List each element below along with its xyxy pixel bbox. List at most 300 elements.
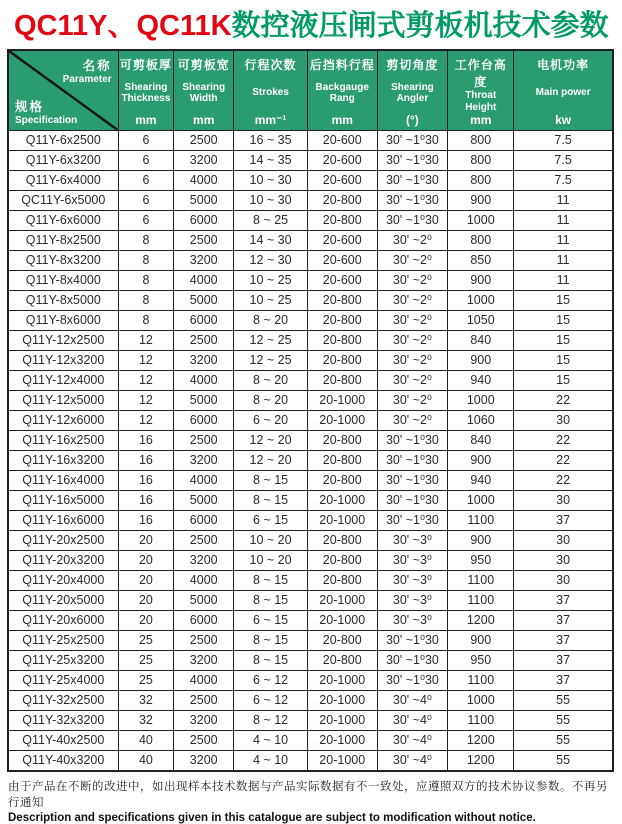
cell-thickness: 8 [118,291,174,311]
cell-angle: 30' ~1⁰30 [377,131,448,151]
cell-strokes: 10 ~ 30 [234,191,308,211]
cell-width: 5000 [174,491,234,511]
header-en-label: Backgauge Rang [315,81,369,104]
header-shearing-thickness [118,50,174,131]
cell-backgauge: 20-600 [307,131,377,151]
header-en-label: Strokes [252,87,289,99]
table-row [8,451,613,471]
cell-angle: 30' ~2⁰ [377,251,448,271]
cell-width: 4000 [174,671,234,691]
cell-model: Q11Y-12x5000 [8,391,118,411]
cell-backgauge: 20-800 [307,631,377,651]
cell-model: Q11Y-25x2500 [8,631,118,651]
cell-model: Q11Y-32x3200 [8,711,118,731]
header-unit-label: mm [135,113,157,127]
cell-strokes: 8 ~ 20 [234,371,308,391]
cell-height: 940 [448,371,514,391]
cell-height: 800 [448,131,514,151]
cell-model: Q11Y-25x3200 [8,651,118,671]
cell-height: 1000 [448,691,514,711]
cell-strokes: 8 ~ 15 [234,591,308,611]
cell-strokes: 8 ~ 25 [234,211,308,231]
footer-note [8,778,614,824]
cell-model: QC11Y-6x5000 [8,191,118,211]
cell-angle: 30' ~2⁰ [377,391,448,411]
catalogue-page [0,3,622,824]
cell-width: 4000 [174,471,234,491]
cell-height: 1200 [448,731,514,751]
cell-height: 1200 [448,611,514,631]
cell-backgauge: 20-800 [307,471,377,491]
cell-power: 55 [514,731,613,751]
cell-angle: 30' ~2⁰ [377,231,448,251]
header-shearing-width [174,50,234,131]
cell-power: 22 [514,471,613,491]
header-unit-label: mm⁻¹ [254,113,287,127]
cell-height: 940 [448,471,514,491]
cell-model: Q11Y-12x3200 [8,351,118,371]
cell-width: 4000 [174,571,234,591]
cell-angle: 30' ~4⁰ [377,751,448,772]
table-row [8,231,613,251]
cell-height: 800 [448,231,514,251]
cell-thickness: 32 [118,711,174,731]
cell-backgauge: 20-800 [307,371,377,391]
cell-model: Q11Y-16x4000 [8,471,118,491]
cell-thickness: 8 [118,271,174,291]
header-unit-label: mm [193,113,215,127]
cell-width: 3200 [174,251,234,271]
cell-power: 30 [514,571,613,591]
cell-angle: 30' ~1⁰30 [377,171,448,191]
cell-model: Q11Y-16x3200 [8,451,118,471]
cell-strokes: 10 ~ 20 [234,531,308,551]
cell-width: 2500 [174,331,234,351]
cell-height: 840 [448,431,514,451]
cell-model: Q11Y-12x6000 [8,411,118,431]
header-en-label: Shearing Angler [391,81,434,104]
cell-thickness: 40 [118,731,174,751]
cell-strokes: 8 ~ 15 [234,571,308,591]
cell-backgauge: 20-800 [307,571,377,591]
header-backgauge-range [307,50,377,131]
cell-angle: 30' ~1⁰30 [377,511,448,531]
cell-thickness: 6 [118,191,174,211]
table-row [8,491,613,511]
cell-width: 4000 [174,371,234,391]
header-en-label: Main power [535,87,591,99]
cell-angle: 30' ~2⁰ [377,411,448,431]
cell-angle: 30' ~4⁰ [377,691,448,711]
cell-power: 37 [514,611,613,631]
corner-header-cell [8,50,118,131]
cell-strokes: 10 ~ 20 [234,551,308,571]
cell-width: 3200 [174,711,234,731]
cell-model: Q11Y-6x2500 [8,131,118,151]
table-row [8,211,613,231]
table-row [8,691,613,711]
header-en-label: Shearing Thickness [121,81,171,104]
header-cn-label: 行程次数 [244,58,297,72]
header-shearing-angle [377,50,448,131]
cell-power: 30 [514,411,613,431]
cell-height: 1200 [448,751,514,772]
cell-height: 1050 [448,311,514,331]
footer-note-cn: 由于产品在不断的改进中，如出现样本技术数据与产品实际数据有不一致处，应遵照双方的技术协议参数。不再另行通知 [8,781,608,809]
table-body [8,131,613,772]
cell-strokes: 6 ~ 15 [234,611,308,631]
cell-thickness: 16 [118,451,174,471]
table-row [8,371,613,391]
table-row [8,131,613,151]
cell-thickness: 32 [118,691,174,711]
cell-width: 5000 [174,391,234,411]
table-row [8,751,613,772]
cell-model: Q11Y-20x2500 [8,531,118,551]
cell-thickness: 20 [118,591,174,611]
cell-thickness: 12 [118,351,174,371]
cell-strokes: 8 ~ 20 [234,391,308,411]
cell-strokes: 6 ~ 20 [234,411,308,431]
cell-power: 30 [514,531,613,551]
cell-model: Q11Y-6x4000 [8,171,118,191]
cell-backgauge: 20-600 [307,171,377,191]
table-row [8,651,613,671]
cell-strokes: 8 ~ 15 [234,491,308,511]
cell-strokes: 8 ~ 15 [234,471,308,491]
cell-power: 30 [514,491,613,511]
header-cn-label: 后挡料行程 [309,58,375,72]
cell-model: Q11Y-16x2500 [8,431,118,451]
cell-strokes: 10 ~ 25 [234,271,308,291]
cell-backgauge: 20-800 [307,431,377,451]
cell-model: Q11Y-20x5000 [8,591,118,611]
cell-width: 6000 [174,611,234,631]
cell-power: 37 [514,671,613,691]
cell-thickness: 20 [118,611,174,631]
cell-angle: 30' ~3⁰ [377,611,448,631]
cell-angle: 30' ~3⁰ [377,531,448,551]
cell-height: 900 [448,451,514,471]
cell-power: 22 [514,391,613,411]
header-unit-label: mm [470,113,492,127]
cell-angle: 30' ~4⁰ [377,711,448,731]
corner-top-cn: 名称 [82,59,112,73]
cell-thickness: 25 [118,671,174,691]
table-row [8,331,613,351]
header-cn-label: 可剪板厚 [119,58,172,72]
cell-backgauge: 20-800 [307,531,377,551]
cell-power: 15 [514,351,613,371]
cell-thickness: 25 [118,631,174,651]
cell-backgauge: 20-600 [307,251,377,271]
cell-height: 1000 [448,491,514,511]
table-row [8,611,613,631]
table-row [8,551,613,571]
cell-angle: 30' ~1⁰30 [377,451,448,471]
cell-height: 1000 [448,291,514,311]
cell-angle: 30' ~1⁰30 [377,211,448,231]
corner-bottom-en: Specification [15,115,78,126]
cell-height: 900 [448,191,514,211]
cell-backgauge: 20-1000 [307,511,377,531]
table-row [8,271,613,291]
cell-power: 30 [514,551,613,571]
cell-angle: 30' ~1⁰30 [377,191,448,211]
cell-thickness: 40 [118,751,174,772]
header-row [8,50,613,131]
cell-width: 3200 [174,351,234,371]
cell-height: 850 [448,251,514,271]
cell-thickness: 16 [118,431,174,451]
cell-strokes: 8 ~ 12 [234,711,308,731]
header-main-power [514,50,613,131]
cell-thickness: 8 [118,251,174,271]
cell-angle: 30' ~2⁰ [377,331,448,351]
cell-strokes: 8 ~ 20 [234,311,308,331]
cell-thickness: 20 [118,551,174,571]
table-row [8,431,613,451]
cell-backgauge: 20-600 [307,231,377,251]
table-row [8,251,613,271]
cell-power: 15 [514,371,613,391]
table-row [8,731,613,751]
cell-strokes: 6 ~ 12 [234,691,308,711]
cell-power: 15 [514,291,613,311]
table-row [8,591,613,611]
cell-angle: 30' ~3⁰ [377,571,448,591]
cell-strokes: 4 ~ 10 [234,731,308,751]
cell-power: 22 [514,451,613,471]
cell-height: 1100 [448,591,514,611]
cell-power: 7.5 [514,171,613,191]
cell-power: 11 [514,271,613,291]
cell-thickness: 12 [118,331,174,351]
cell-thickness: 16 [118,491,174,511]
title-model-names: QC11Y、QC11K [14,10,232,42]
header-throat-height [448,50,514,131]
cell-width: 3200 [174,451,234,471]
cell-thickness: 6 [118,211,174,231]
table-header [8,50,613,131]
cell-thickness: 8 [118,231,174,251]
cell-height: 900 [448,631,514,651]
footer-note-en: Description and specifications given in this catalogue are subject to modification without notice. [8,812,536,824]
cell-thickness: 8 [118,311,174,331]
header-cn-label: 电机功率 [537,58,590,72]
cell-angle: 30' ~1⁰30 [377,491,448,511]
cell-height: 950 [448,651,514,671]
cell-model: Q11Y-6x3200 [8,151,118,171]
cell-width: 6000 [174,311,234,331]
cell-backgauge: 20-800 [307,551,377,571]
cell-width: 2500 [174,431,234,451]
table-row [8,171,613,191]
cell-thickness: 20 [118,531,174,551]
cell-angle: 30' ~3⁰ [377,591,448,611]
cell-model: Q11Y-32x2500 [8,691,118,711]
cell-backgauge: 20-1000 [307,731,377,751]
cell-backgauge: 20-600 [307,271,377,291]
cell-model: Q11Y-8x5000 [8,291,118,311]
cell-width: 3200 [174,651,234,671]
cell-strokes: 4 ~ 10 [234,751,308,772]
table-row [8,511,613,531]
cell-strokes: 8 ~ 15 [234,651,308,671]
cell-power: 22 [514,431,613,451]
cell-thickness: 25 [118,651,174,671]
cell-power: 11 [514,191,613,211]
cell-width: 5000 [174,291,234,311]
cell-model: Q11Y-12x4000 [8,371,118,391]
cell-model: Q11Y-20x6000 [8,611,118,631]
cell-width: 2500 [174,531,234,551]
cell-backgauge: 20-1000 [307,391,377,411]
cell-power: 11 [514,231,613,251]
cell-width: 3200 [174,151,234,171]
header-cn-label: 可剪板宽 [177,58,230,72]
table-row [8,151,613,171]
table-row [8,351,613,371]
cell-height: 840 [448,331,514,351]
cell-model: Q11Y-6x6000 [8,211,118,231]
cell-backgauge: 20-1000 [307,411,377,431]
cell-width: 2500 [174,631,234,651]
cell-backgauge: 20-800 [307,351,377,371]
header-cn-label: 工作台高度 [454,58,507,89]
cell-model: Q11Y-20x4000 [8,571,118,591]
table-row [8,471,613,491]
table-row [8,711,613,731]
cell-power: 55 [514,751,613,772]
cell-height: 800 [448,171,514,191]
header-cn-label: 剪切角度 [386,58,439,72]
cell-backgauge: 20-800 [307,651,377,671]
cell-thickness: 6 [118,131,174,151]
cell-power: 7.5 [514,131,613,151]
header-en-label: Throat Height [465,90,497,113]
corner-bottom-cn: 规格 [15,100,45,114]
cell-height: 950 [448,551,514,571]
cell-height: 1000 [448,391,514,411]
cell-thickness: 6 [118,151,174,171]
cell-backgauge: 20-800 [307,451,377,471]
cell-height: 900 [448,351,514,371]
table-row [8,411,613,431]
cell-backgauge: 20-600 [307,151,377,171]
corner-parameter-label [63,56,112,85]
table-row [8,671,613,691]
cell-model: Q11Y-8x3200 [8,251,118,271]
cell-power: 55 [514,691,613,711]
cell-angle: 30' ~2⁰ [377,351,448,371]
cell-strokes: 6 ~ 12 [234,671,308,691]
title-description: 数控液压闸式剪板机技术参数 [231,10,609,42]
cell-angle: 30' ~1⁰30 [377,151,448,171]
cell-angle: 30' ~1⁰30 [377,651,448,671]
cell-thickness: 20 [118,571,174,591]
cell-angle: 30' ~1⁰30 [377,671,448,691]
cell-strokes: 6 ~ 15 [234,511,308,531]
cell-power: 15 [514,311,613,331]
cell-backgauge: 20-1000 [307,751,377,772]
cell-angle: 30' ~2⁰ [377,271,448,291]
cell-backgauge: 20-1000 [307,691,377,711]
header-unit-label: (°) [406,113,419,127]
table-row [8,291,613,311]
cell-model: Q11Y-8x6000 [8,311,118,331]
cell-height: 1100 [448,511,514,531]
cell-strokes: 12 ~ 30 [234,251,308,271]
corner-specification-label [15,97,77,126]
header-unit-label: mm [331,113,353,127]
cell-strokes: 12 ~ 20 [234,431,308,451]
cell-height: 1100 [448,711,514,731]
cell-power: 15 [514,331,613,351]
cell-model: Q11Y-16x6000 [8,511,118,531]
cell-strokes: 12 ~ 20 [234,451,308,471]
table-row [8,531,613,551]
cell-thickness: 12 [118,371,174,391]
cell-model: Q11Y-12x2500 [8,331,118,351]
spec-table [7,49,614,772]
cell-width: 6000 [174,511,234,531]
cell-angle: 30' ~1⁰30 [377,471,448,491]
cell-width: 3200 [174,551,234,571]
cell-strokes: 16 ~ 35 [234,131,308,151]
page-title [14,3,622,44]
cell-width: 5000 [174,591,234,611]
header-en-label: Shearing Width [182,81,226,104]
cell-backgauge: 20-800 [307,331,377,351]
header-unit-label: kw [555,113,572,127]
cell-width: 2500 [174,691,234,711]
cell-backgauge: 20-800 [307,211,377,231]
cell-thickness: 16 [118,471,174,491]
cell-power: 7.5 [514,151,613,171]
cell-thickness: 12 [118,411,174,431]
cell-angle: 30' ~2⁰ [377,371,448,391]
cell-power: 11 [514,251,613,271]
cell-model: Q11Y-25x4000 [8,671,118,691]
cell-height: 800 [448,151,514,171]
cell-thickness: 16 [118,511,174,531]
cell-model: Q11Y-16x5000 [8,491,118,511]
cell-model: Q11Y-20x3200 [8,551,118,571]
cell-power: 37 [514,631,613,651]
cell-height: 900 [448,531,514,551]
cell-power: 55 [514,711,613,731]
cell-power: 37 [514,591,613,611]
cell-power: 11 [514,211,613,231]
cell-backgauge: 20-1000 [307,591,377,611]
cell-width: 6000 [174,211,234,231]
table-row [8,571,613,591]
cell-model: Q11Y-8x2500 [8,231,118,251]
cell-strokes: 12 ~ 25 [234,351,308,371]
cell-backgauge: 20-1000 [307,491,377,511]
cell-power: 37 [514,651,613,671]
cell-width: 3200 [174,751,234,772]
cell-model: Q11Y-40x2500 [8,731,118,751]
cell-model: Q11Y-40x3200 [8,751,118,772]
cell-backgauge: 20-1000 [307,671,377,691]
cell-strokes: 12 ~ 25 [234,331,308,351]
cell-width: 2500 [174,131,234,151]
corner-top-en: Parameter [62,74,112,85]
cell-height: 900 [448,271,514,291]
cell-width: 2500 [174,231,234,251]
